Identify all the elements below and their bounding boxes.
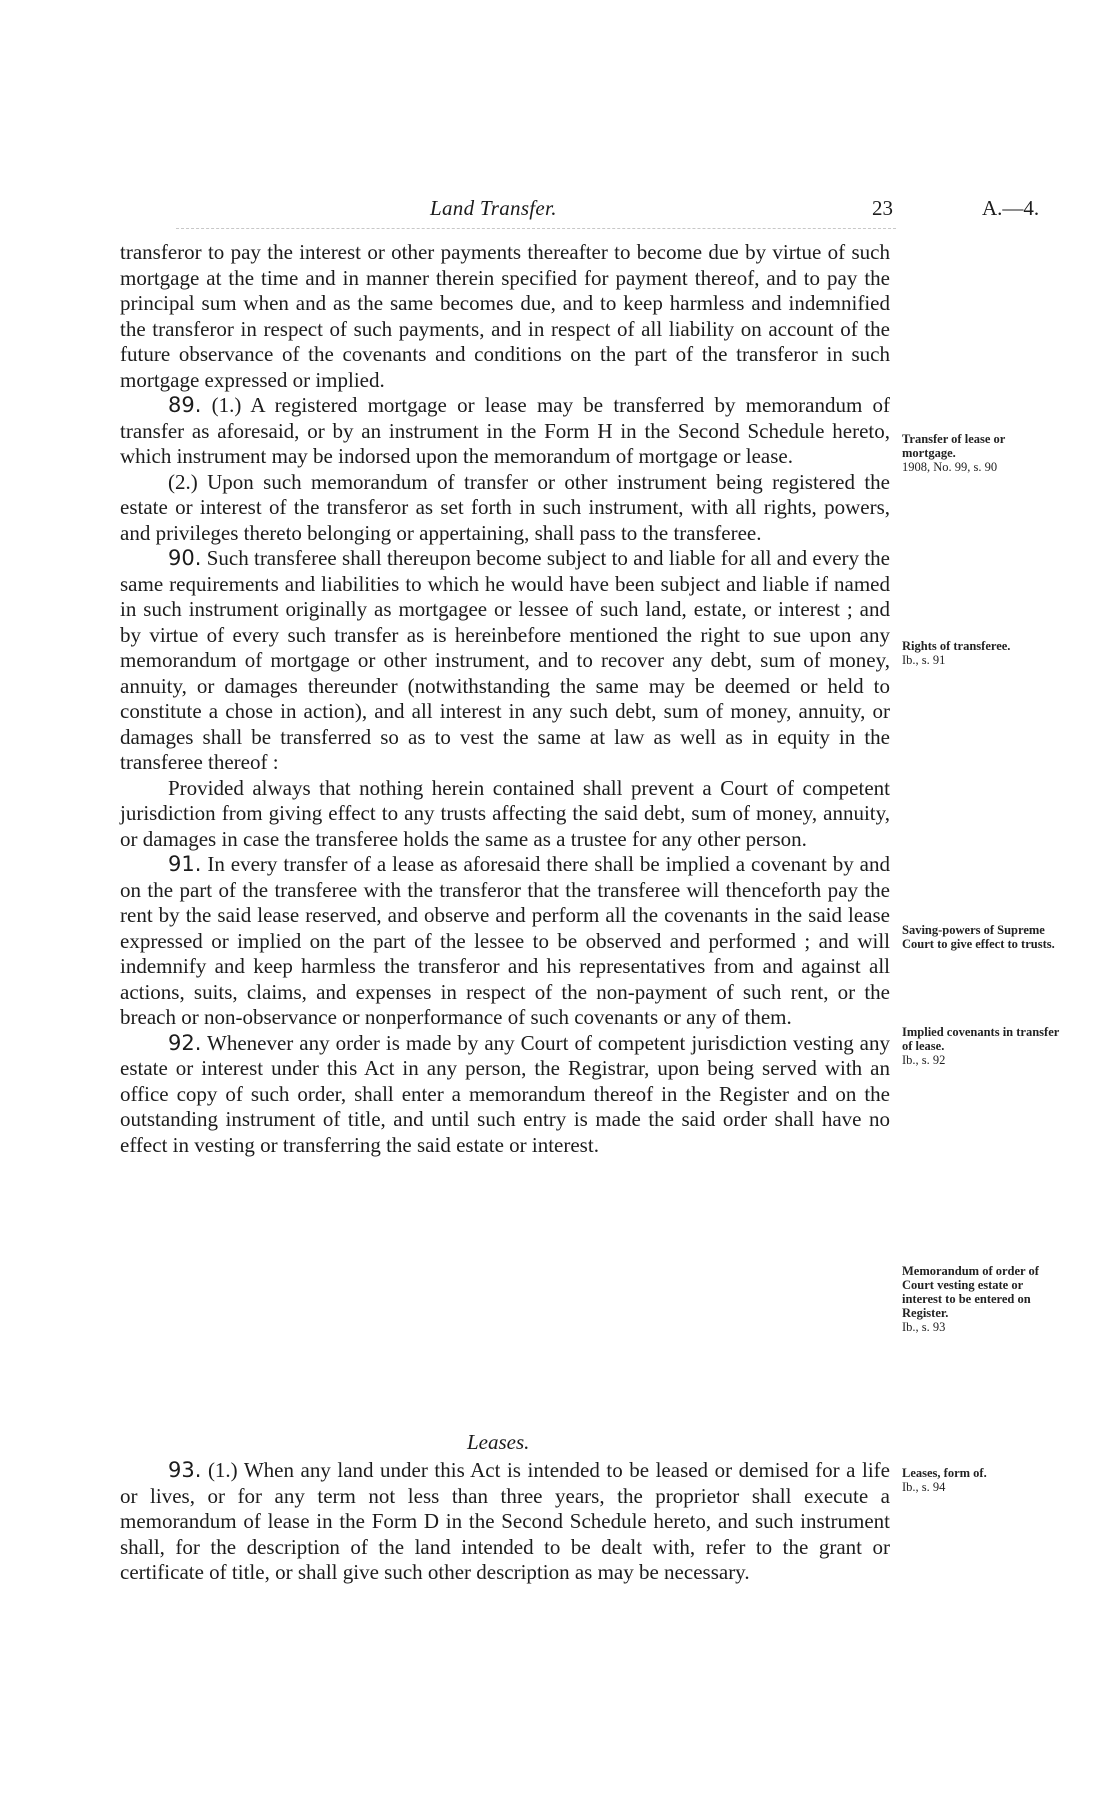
main-text bbox=[120, 240, 890, 1158]
section-number: 90. bbox=[168, 546, 202, 570]
margin-note-ref: Ib., s. 93 bbox=[902, 1320, 946, 1334]
margin-note-title: Memorandum of order of Court vesting estate or interest to be entered on Register. bbox=[902, 1264, 1039, 1320]
section-89-paragraph bbox=[120, 393, 890, 470]
header-rule bbox=[176, 228, 896, 229]
margin-note-transfer bbox=[902, 432, 1062, 474]
margin-note-title: Rights of transferee. bbox=[902, 639, 1011, 653]
margin-note-title: Implied covenants in transfer of lease. bbox=[902, 1025, 1060, 1053]
section-number: 92. bbox=[168, 1030, 202, 1055]
margin-note-title: Leases, form of. bbox=[902, 1466, 987, 1480]
margin-note-title: Transfer of lease or mortgage. bbox=[902, 432, 1006, 460]
margin-note-leases-form bbox=[902, 1466, 1062, 1494]
paragraph-text: (2.) Upon such memorandum of transfer or other instrument being registered the estate or interest of the transferor as set forth in such instrument, with all rights, powers, and privileges thereto belonging or appertaining, shall pass to the transferee. bbox=[120, 469, 890, 545]
margin-note-saving-powers bbox=[902, 923, 1062, 951]
paragraph-text: In every transfer of a lease as aforesaid there shall be implied a covenant by and on the part of the transferee with the transferor that the transferee will thenceforth pay the rent by the said lease reserved, and observe and perform all the covenants in the said lease expressed or implied on the part of the lessee to be observed and performed ; and will indemnify and keep harmless the transferor and his representatives from and against all actions, suits, claims, and expenses in respect of the non-payment of such rent, or the breach or non-observance or nonperformance of such covenants or any of them. bbox=[120, 852, 890, 1029]
section-93-paragraph bbox=[120, 1458, 890, 1586]
page-header bbox=[120, 196, 1060, 224]
section-90-paragraph bbox=[120, 546, 890, 776]
page-number: 23 bbox=[872, 196, 893, 220]
margin-note-ref: Ib., s. 94 bbox=[902, 1480, 946, 1494]
margin-note-rights bbox=[902, 639, 1062, 667]
paragraph-text: Whenever any order is made by any Court of competent jurisdiction vesting any estate or interest under this Act in any person, the Registrar, upon being served with an office copy of such order, shall enter a memorandum thereof in the Register and on the outstanding instrument of title, and until such entry is made the said order shall have no effect in vesting or transferring the said estate or interest. bbox=[120, 1030, 890, 1157]
section-number: 91. bbox=[168, 852, 202, 876]
margin-note-ref: 1908, No. 99, s. 90 bbox=[902, 460, 998, 474]
section-number: 93. bbox=[168, 1458, 202, 1482]
paragraph-text: Such transferee shall thereupon become subject to and liable for all and every the same requirements and liabilities to which he would have been subject and liable if named in such instrument originally as mortgagee or lessee of such land, estate, or interest ; and by virtue of every such transfer as is hereinbefore mentioned the right to sue upon any memorandum of mortgage or other instrument, and to recover any debt, sum of money, annuity, or damages thereunder (notwithstanding the same may be deemed or held to constitute a chose in action), and all interest in any such debt, sum of money, annuity, or damages shall be transferred so as to vest the same at law as well as in equity in the transferee thereof : bbox=[120, 546, 890, 774]
paragraph-text: transferor to pay the interest or other payments thereafter to become due by virtue of such mortgage at the time and in manner therein specified for payment thereof, and to pay the principal sum when and as the same becomes due, and to keep harmless and indemnified the transferor in respect of such payments, and in respect of all liability on account of the future observance of the covenants and conditions on the part of the transferor in such mortgage expressed or implied. bbox=[120, 240, 890, 392]
margin-note-title: Saving-powers of Supreme Court to give effect to trusts. bbox=[902, 923, 1055, 951]
paragraph-text: Provided always that nothing herein contained shall prevent a Court of competent jurisdiction from giving effect to any trusts affecting the said debt, sum of money, annuity, or damages in case the transferee holds the same as a trustee for any other person. bbox=[120, 775, 890, 851]
leases-text bbox=[120, 1458, 890, 1586]
section-89-subsection-2 bbox=[120, 470, 890, 547]
section-92-paragraph bbox=[120, 1031, 890, 1159]
margin-note-ref: Ib., s. 91 bbox=[902, 653, 946, 667]
paragraph-text: (1.) When any land under this Act is intended to be leased or demised for a life or lives, or for any term not less than three years, the proprietor shall execute a memorandum of lease in the Form D in the Second Schedule hereto, and such instrument shall, for the description of the land intended to be dealt with, refer to the grant or certificate of title, or shall give such other description as may be necessary. bbox=[120, 1458, 890, 1584]
margin-note-implied-covenants bbox=[902, 1025, 1062, 1067]
paragraph-continuation bbox=[120, 240, 890, 393]
document-code: A.—4. bbox=[982, 196, 1040, 220]
running-title: Land Transfer. bbox=[430, 196, 557, 220]
margin-note-ref: Ib., s. 92 bbox=[902, 1053, 946, 1067]
margin-note-memorandum-order bbox=[902, 1264, 1062, 1334]
proviso-paragraph bbox=[120, 776, 890, 853]
leases-heading: Leases. bbox=[467, 1430, 530, 1454]
section-number: 89. bbox=[168, 393, 202, 417]
section-91-paragraph bbox=[120, 852, 890, 1031]
paragraph-text: (1.) A registered mortgage or lease may be transferred by memorandum of transfer as aforesaid, or by an instrument in the Form H in the Second Schedule hereto, which instrument may be indorsed upon the memorandum of mortgage or lease. bbox=[120, 393, 890, 468]
